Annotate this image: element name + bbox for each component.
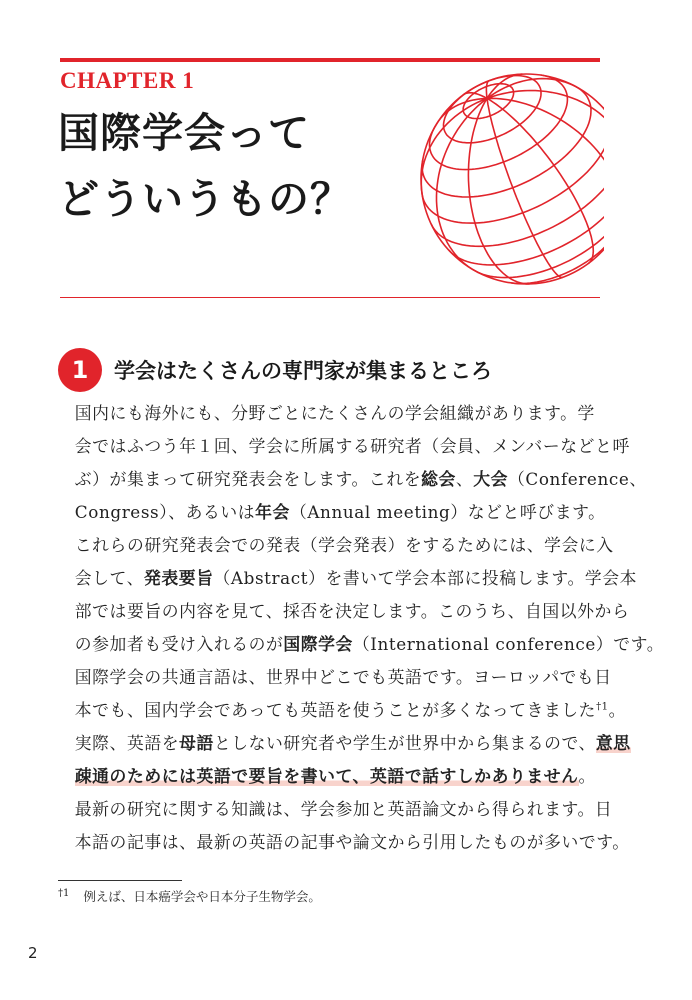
- footnote-ref: †1: [596, 701, 609, 713]
- globe-icon: [414, 62, 604, 292]
- globe-gridline: [422, 87, 591, 197]
- chapter-title-line2: どういうもの？: [58, 175, 352, 223]
- term-nenkai: 年会: [255, 502, 290, 522]
- text: の参加者も受け入れるのが: [74, 634, 284, 654]
- chapter-title: [58, 100, 352, 232]
- text: Congress）、あるいは: [74, 502, 256, 522]
- bottom-rule: [60, 297, 600, 298]
- footnote-text: 例えば、日本癌学会や日本分子生物学会。: [83, 889, 321, 904]
- body-text: [58, 397, 665, 859]
- p2-line1: これらの研究発表会での発表（学会発表）をするためには、学会に入: [74, 535, 614, 555]
- p1-line1: 国内にも海外にも、分野ごとにたくさんの学会組織があります。学: [74, 403, 595, 423]
- text: 実際、英語を: [74, 733, 180, 753]
- paragraph-1: [58, 397, 647, 529]
- term-taikai: 大会: [473, 469, 509, 489]
- globe-outline: [421, 74, 604, 284]
- p1-line2: 会ではふつう年１回、学会に所属する研究者（会員、メンバーなどと呼: [74, 436, 630, 456]
- p3-line4: [58, 760, 603, 793]
- section-title: 学会はたくさんの専門家が集まるところ: [114, 359, 492, 383]
- p1-line4: [58, 496, 606, 529]
- text: （Abstract）を書いて学会本部に投稿します。学会本: [213, 568, 637, 588]
- globe-gridline: [422, 108, 604, 223]
- term-kokusai-gakkai: 国際学会: [283, 634, 353, 654]
- section-number-badge: 1: [58, 348, 102, 392]
- paragraph-4: [58, 793, 630, 859]
- text: 。: [578, 766, 596, 786]
- p2-line4: [58, 628, 665, 661]
- globe-gridline: [431, 134, 604, 246]
- highlight-part2: 疎通のためには英語で要旨を書いて、英語で話すしかありません: [74, 766, 579, 786]
- text: としない研究者や学生が世界中から集まるので、: [213, 733, 596, 753]
- p2-line2: [58, 562, 637, 595]
- text: （International conference）です。: [352, 634, 665, 654]
- p3-line3: [58, 727, 631, 760]
- text: （Conference、: [508, 469, 647, 489]
- chapter-label: CHAPTER 1: [60, 68, 195, 93]
- p1-line3: [58, 463, 647, 496]
- p3-line1: 国際学会の共通言語は、世界中どこでも英語です。ヨーロッパでも日: [74, 667, 612, 687]
- text: 本でも、国内学会であっても英語を使うことが多くなってきました: [74, 700, 597, 720]
- page-number: 2: [28, 944, 38, 962]
- separator: 、: [455, 469, 474, 489]
- p3-line2: [58, 694, 627, 727]
- paragraph-2: [58, 529, 665, 661]
- globe-gridline: [421, 98, 487, 193]
- text: 会して、: [74, 568, 144, 588]
- text: 。: [608, 700, 627, 720]
- term-happyou-youshi: 発表要旨: [144, 568, 214, 588]
- footnote: [58, 887, 321, 905]
- highlight-part1: 意思: [595, 733, 631, 753]
- chapter-title-line1: 国際学会って: [58, 109, 310, 157]
- p4-line2: 本語の記事は、最新の英語の記事や論文から引用したものが多いです。: [74, 832, 630, 852]
- text: （Annual meeting）などと呼びます。: [289, 502, 606, 522]
- term-bogo: 母語: [179, 733, 214, 753]
- globe-gridline: [464, 93, 488, 99]
- text: ぶ）が集まって研究発表会をします。これを: [74, 469, 422, 489]
- footnote-mark: †1: [58, 887, 70, 899]
- term-soukai: 総会: [421, 469, 456, 489]
- p2-line3: 部では要旨の内容を見て、採否を決定します。このうち、自国以外から: [74, 601, 630, 621]
- footnote-rule: [58, 880, 182, 881]
- p4-line1: 最新の研究に関する知識は、学会参加と英語論文から得られます。日: [74, 799, 613, 819]
- paragraph-3: [58, 661, 631, 793]
